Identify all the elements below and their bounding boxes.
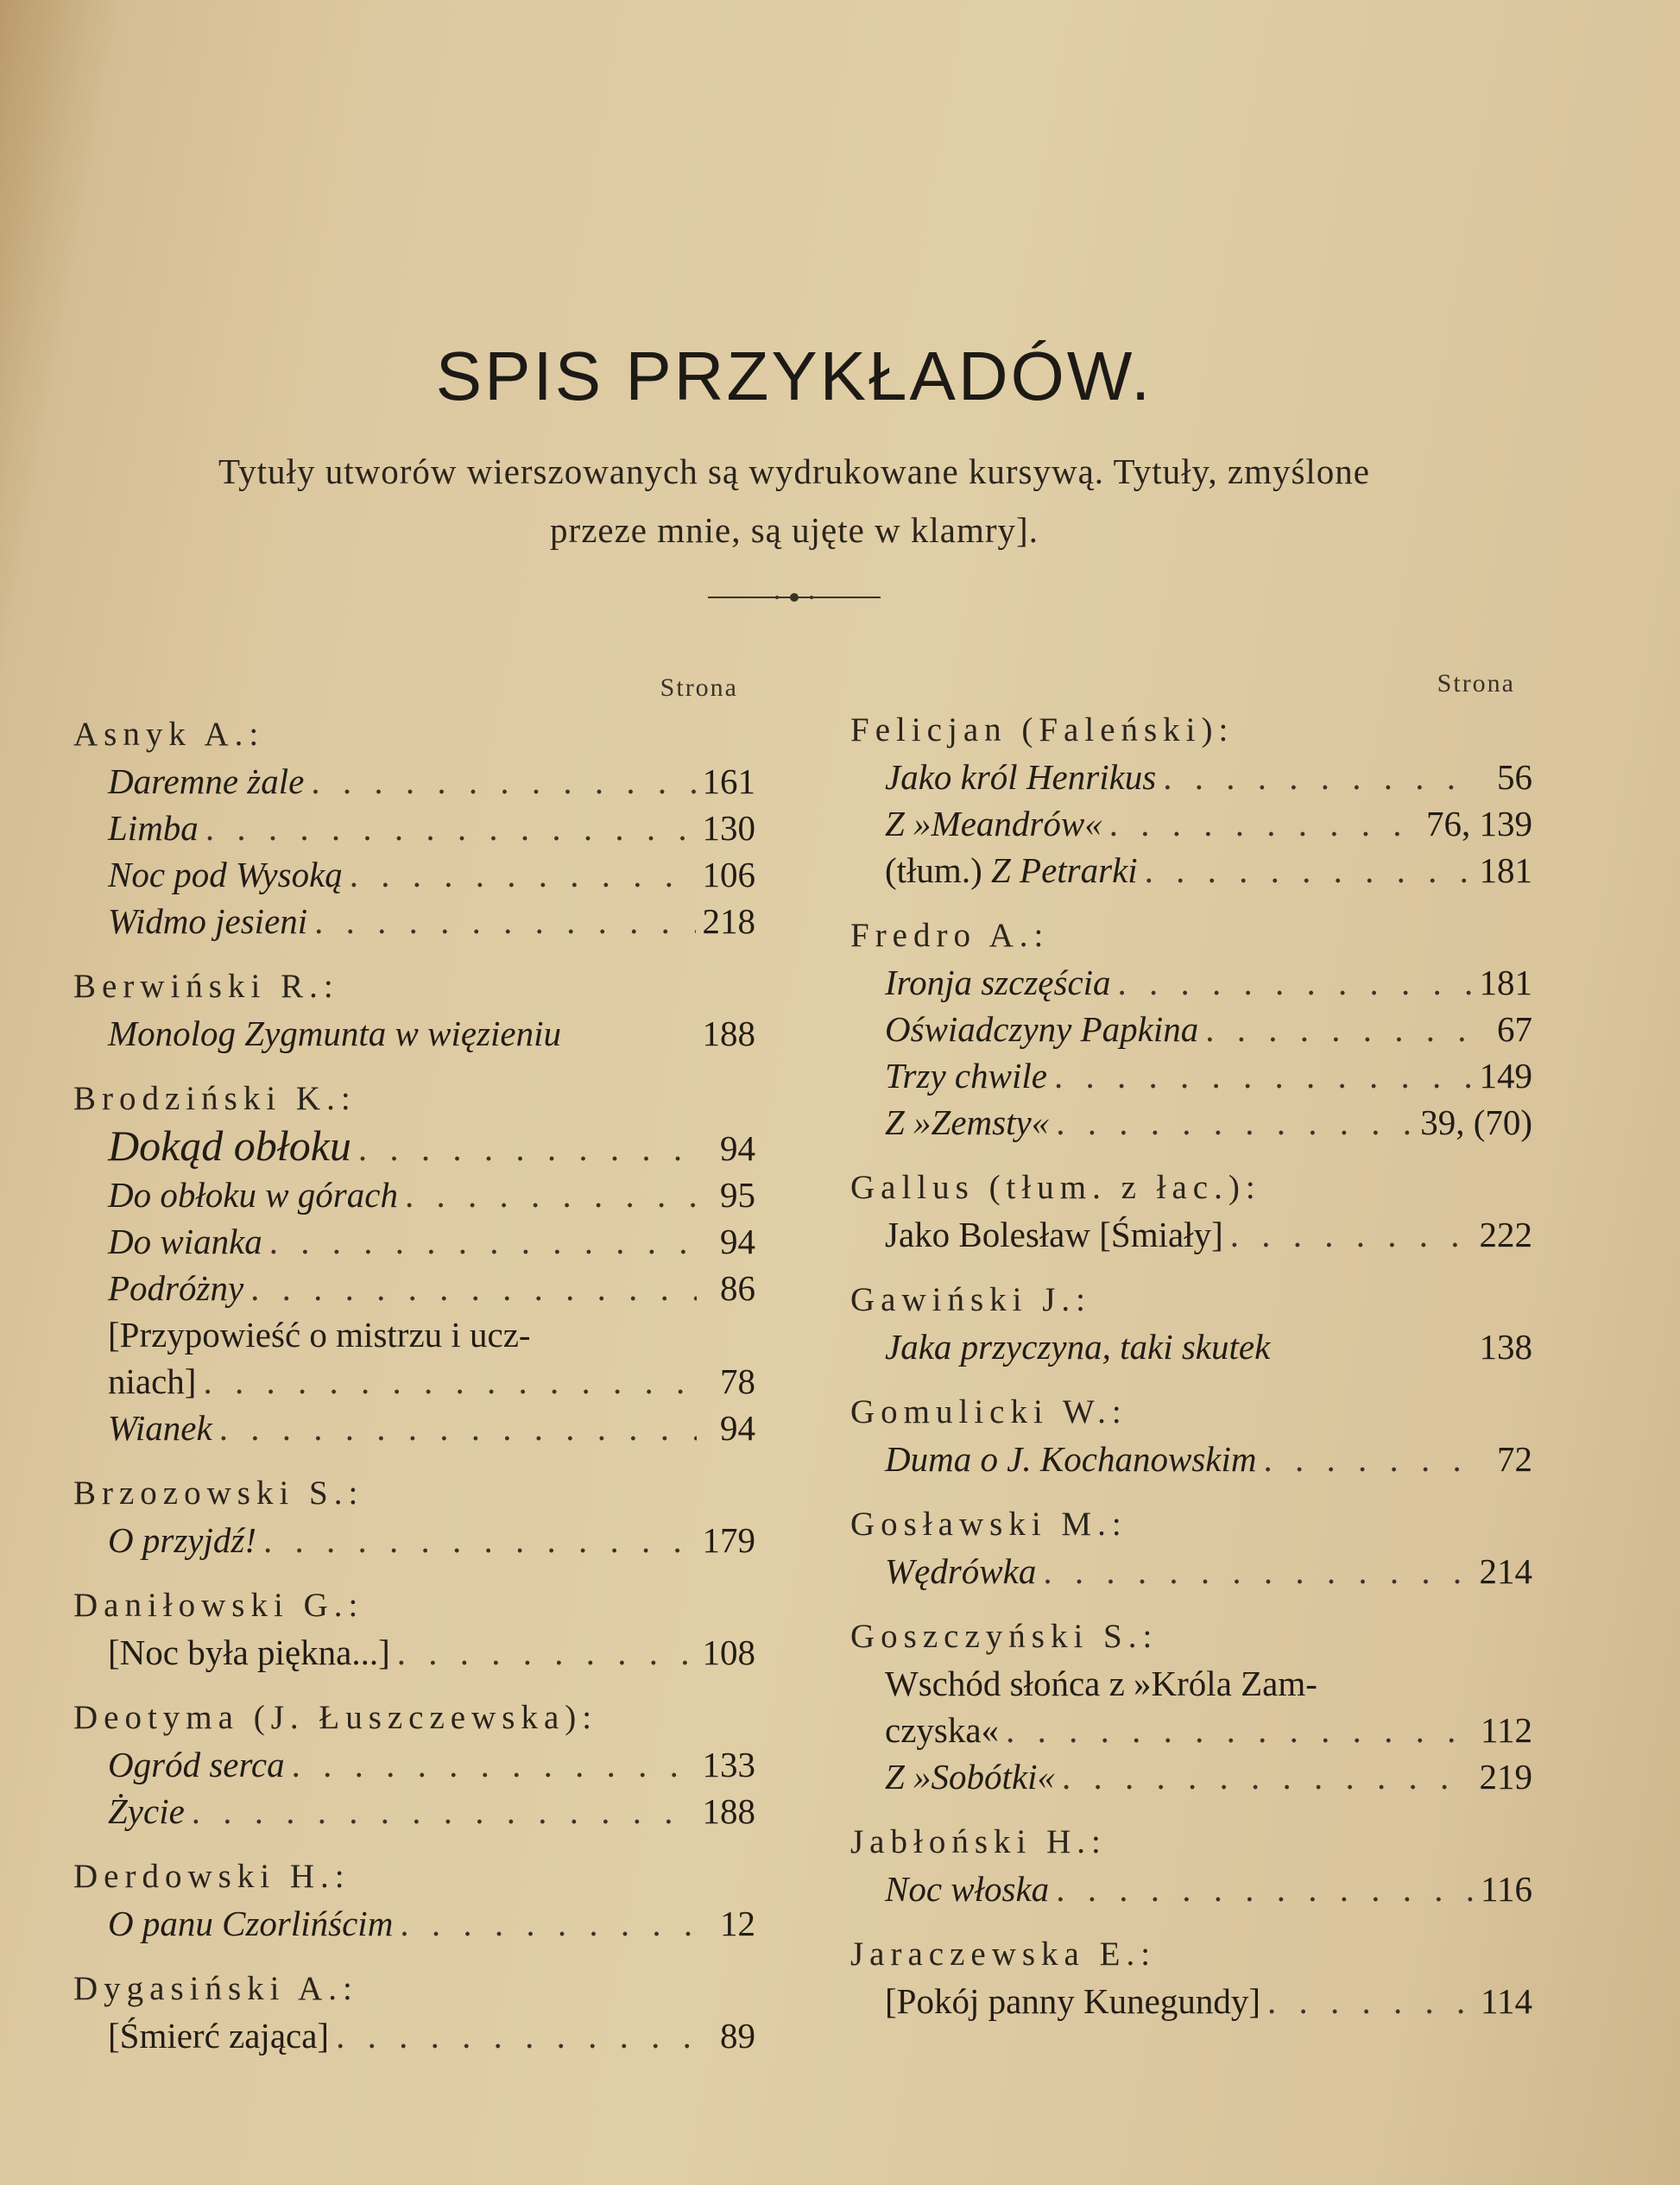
entry-title: [Pokój panny Kunegundy] <box>885 1981 1261 2021</box>
author-heading: Gosławski M.: <box>850 1506 1127 1543</box>
entry-title: Jaka przyczyna, taki skutek <box>885 1327 1271 1367</box>
leader-dots <box>203 1358 697 1405</box>
entry-title-line-2: czyska« <box>885 1710 1000 1750</box>
index-entry <box>850 1436 1532 1482</box>
index-entry <box>73 1405 755 1451</box>
index-entry <box>73 898 755 944</box>
entry-title: Noc pod Wysoką <box>108 855 343 894</box>
leader-dots <box>263 1517 696 1563</box>
author-heading: Brzozowski S.: <box>73 1475 364 1512</box>
entry-page: 56 <box>1497 757 1532 797</box>
entry-title: [Śmierć zająca] <box>108 2016 330 2056</box>
entry-page: 138 <box>1479 1327 1532 1367</box>
author-heading: Deotyma (J. Łuszczewska): <box>73 1699 598 1736</box>
entry-note: (tłum.) <box>885 850 982 890</box>
index-entry <box>73 1788 755 1835</box>
index-entry <box>73 1311 755 1405</box>
author-heading: Dygasiński A.: <box>73 1970 358 2007</box>
page-title: SPIS PRZYKŁADÓW. <box>435 338 1153 414</box>
author-heading: Derdowski H.: <box>73 1858 351 1895</box>
author-heading: Gallus (tłum. z łac.): <box>850 1169 1261 1206</box>
entry-title: Z »Zemsty« <box>885 1102 1050 1142</box>
index-entry <box>850 847 1532 894</box>
leader-dots <box>314 898 695 944</box>
index-entry <box>850 1978 1532 2024</box>
author-heading: Goszczyński S.: <box>850 1618 1159 1655</box>
index-entry <box>73 1171 755 1218</box>
entry-page: 181 <box>1479 850 1532 890</box>
entry-page: 95 <box>720 1175 755 1215</box>
leader-dots <box>336 2012 697 2059</box>
index-entry <box>73 2012 755 2059</box>
entry-title: Podróżny <box>108 1268 244 1308</box>
entry-title: Z »Sobótki« <box>885 1757 1056 1797</box>
entry-title: Daremne żale <box>108 761 305 801</box>
index-entry <box>850 959 1532 1006</box>
index-entry <box>73 1218 755 1265</box>
author-heading: Jaraczewska E.: <box>850 1936 1157 1973</box>
intro-note <box>52 442 1537 559</box>
entry-page: 214 <box>1479 1551 1532 1591</box>
author-heading: Asnyk A.: <box>73 716 265 753</box>
leader-dots <box>1230 1211 1473 1258</box>
leader-dots <box>405 1171 697 1218</box>
entry-page: 188 <box>702 1014 755 1053</box>
entry-title: Limba <box>108 808 199 848</box>
leader-dots <box>1118 959 1473 1006</box>
entry-page: 112 <box>1481 1710 1532 1750</box>
index-entry <box>850 1099 1532 1146</box>
leader-dots <box>1006 1707 1474 1753</box>
leader-dots <box>1109 800 1419 847</box>
intro-line-1: Tytuły utworów wierszowanych są wydrukowane kursywą. Tytuły, zmyślone <box>218 452 1370 491</box>
index-entry <box>73 1517 755 1563</box>
leader-dots <box>350 851 696 898</box>
entry-title: Wianek <box>108 1408 212 1448</box>
index-column-left <box>73 673 755 2059</box>
entry-title: Widmo jesieni <box>108 901 308 941</box>
index-entry <box>850 1753 1532 1800</box>
entry-title: Noc włoska <box>885 1869 1050 1909</box>
index-entry <box>850 1548 1532 1595</box>
entry-page: 130 <box>702 808 755 848</box>
index-entry <box>850 1866 1532 1912</box>
entry-title: Z Petrarki <box>990 850 1138 890</box>
page-column-label: Strona <box>1437 669 1515 698</box>
index-entry <box>73 1741 755 1788</box>
leader-dots <box>1145 847 1473 894</box>
entry-title: Jako Bolesław [Śmiały] <box>885 1215 1223 1254</box>
index-entry <box>73 1900 755 1947</box>
index-entry <box>850 1052 1532 1099</box>
entry-page: 106 <box>702 855 755 894</box>
entry-page: 149 <box>1479 1056 1532 1096</box>
index-column-right <box>850 669 1532 2024</box>
entry-title: Ogród serca <box>108 1745 285 1784</box>
leader-dots <box>205 805 696 851</box>
author-heading: Gawiński J.: <box>850 1281 1091 1318</box>
ornament-divider <box>708 587 881 608</box>
leader-dots <box>1062 1753 1472 1800</box>
entry-page: 94 <box>720 1222 755 1261</box>
entry-page: 94 <box>720 1408 755 1448</box>
entry-title-line-1: Wschód słońca z »Króla Zam- <box>885 1664 1317 1703</box>
leader-dots <box>400 1900 697 1947</box>
entry-page: 219 <box>1479 1757 1532 1797</box>
entry-title: Wędrówka <box>885 1551 1037 1591</box>
entry-title: Dokąd obłoku <box>108 1121 351 1170</box>
leader-dots <box>358 1125 697 1171</box>
entry-page: 86 <box>720 1268 755 1308</box>
entry-title: Trzy chwile <box>885 1056 1047 1096</box>
entry-title: Do obłoku w górach <box>108 1175 398 1215</box>
author-heading: Fredro A.: <box>850 917 1050 954</box>
entry-page: 108 <box>702 1632 755 1672</box>
index-entry <box>850 1211 1532 1258</box>
entry-title-line-1: [Przypowieść o mistrzu i ucz- <box>108 1315 531 1355</box>
leader-dots <box>1043 1548 1472 1595</box>
entry-page: 12 <box>720 1904 755 1943</box>
entry-page: 116 <box>1481 1869 1532 1909</box>
entry-page: 161 <box>702 761 755 801</box>
index-entry <box>73 1629 755 1676</box>
entry-page: 76, 139 <box>1426 804 1532 843</box>
entry-page: 222 <box>1479 1215 1532 1254</box>
author-heading: Daniłowski G.: <box>73 1587 364 1624</box>
index-entry <box>850 800 1532 847</box>
page-column-label: Strona <box>660 673 738 702</box>
intro-line-2: przeze mnie, są ujęte w klamry]. <box>550 510 1039 550</box>
leader-dots <box>1056 1099 1413 1146</box>
entry-page: 179 <box>702 1520 755 1560</box>
leader-dots <box>1054 1052 1473 1099</box>
entry-page: 114 <box>1481 1981 1532 2021</box>
author-heading: Brodziński K.: <box>73 1080 357 1117</box>
index-entry <box>850 1323 1532 1370</box>
leader-dots <box>1267 1978 1474 2024</box>
author-heading: Gomulicki W.: <box>850 1393 1127 1430</box>
entry-title: Życie <box>108 1791 185 1831</box>
index-entry <box>73 805 755 851</box>
author-heading: Jabłoński H.: <box>850 1823 1107 1860</box>
entry-title: Oświadczyny Papkina <box>885 1009 1199 1049</box>
entry-title: Do wianka <box>108 1222 262 1261</box>
entry-page: 78 <box>720 1361 755 1401</box>
author-heading: Felicjan (Faleński): <box>850 711 1235 748</box>
entry-title: Monolog Zygmunta w więzieniu <box>108 1014 562 1053</box>
leader-dots <box>192 1788 696 1835</box>
entry-page: 72 <box>1497 1439 1532 1479</box>
entry-title: O przyjdź! <box>108 1520 256 1560</box>
leader-dots <box>1163 754 1474 800</box>
entry-page: 218 <box>702 901 755 941</box>
entry-title: Ironja szczęścia <box>885 963 1111 1002</box>
entry-title: Duma o J. Kochanowskim <box>885 1439 1257 1479</box>
leader-dots <box>269 1218 697 1265</box>
entry-title-line-2: niach] <box>108 1361 197 1401</box>
leader-dots <box>1056 1866 1474 1912</box>
entry-title: [Noc była piękna...] <box>108 1632 390 1672</box>
entry-page: 89 <box>720 2016 755 2056</box>
index-entry <box>73 1122 755 1171</box>
index-entry <box>73 758 755 805</box>
leader-dots <box>1263 1436 1474 1482</box>
index-entry <box>73 851 755 898</box>
leader-dots <box>1205 1006 1474 1052</box>
entry-page: 67 <box>1497 1009 1532 1049</box>
author-heading: Berwiński R.: <box>73 968 339 1005</box>
leader-dots <box>219 1405 697 1451</box>
entry-page: 188 <box>702 1791 755 1831</box>
index-entry <box>73 1265 755 1311</box>
leader-dots <box>250 1265 697 1311</box>
entry-page: 94 <box>720 1128 755 1168</box>
leader-dots <box>397 1629 696 1676</box>
leader-dots <box>292 1741 696 1788</box>
index-entry <box>850 754 1532 800</box>
index-entry <box>850 1660 1532 1753</box>
index-entry <box>73 1010 755 1057</box>
index-entry <box>850 1006 1532 1052</box>
entry-page: 133 <box>702 1745 755 1784</box>
entry-title: Z »Meandrów« <box>885 804 1102 843</box>
entry-page: 181 <box>1479 963 1532 1002</box>
entry-page: 39, (70) <box>1420 1102 1532 1142</box>
entry-title: O panu Czorlińścim <box>108 1904 394 1943</box>
entry-title: Jako król Henrikus <box>885 757 1157 797</box>
leader-dots <box>311 758 695 805</box>
